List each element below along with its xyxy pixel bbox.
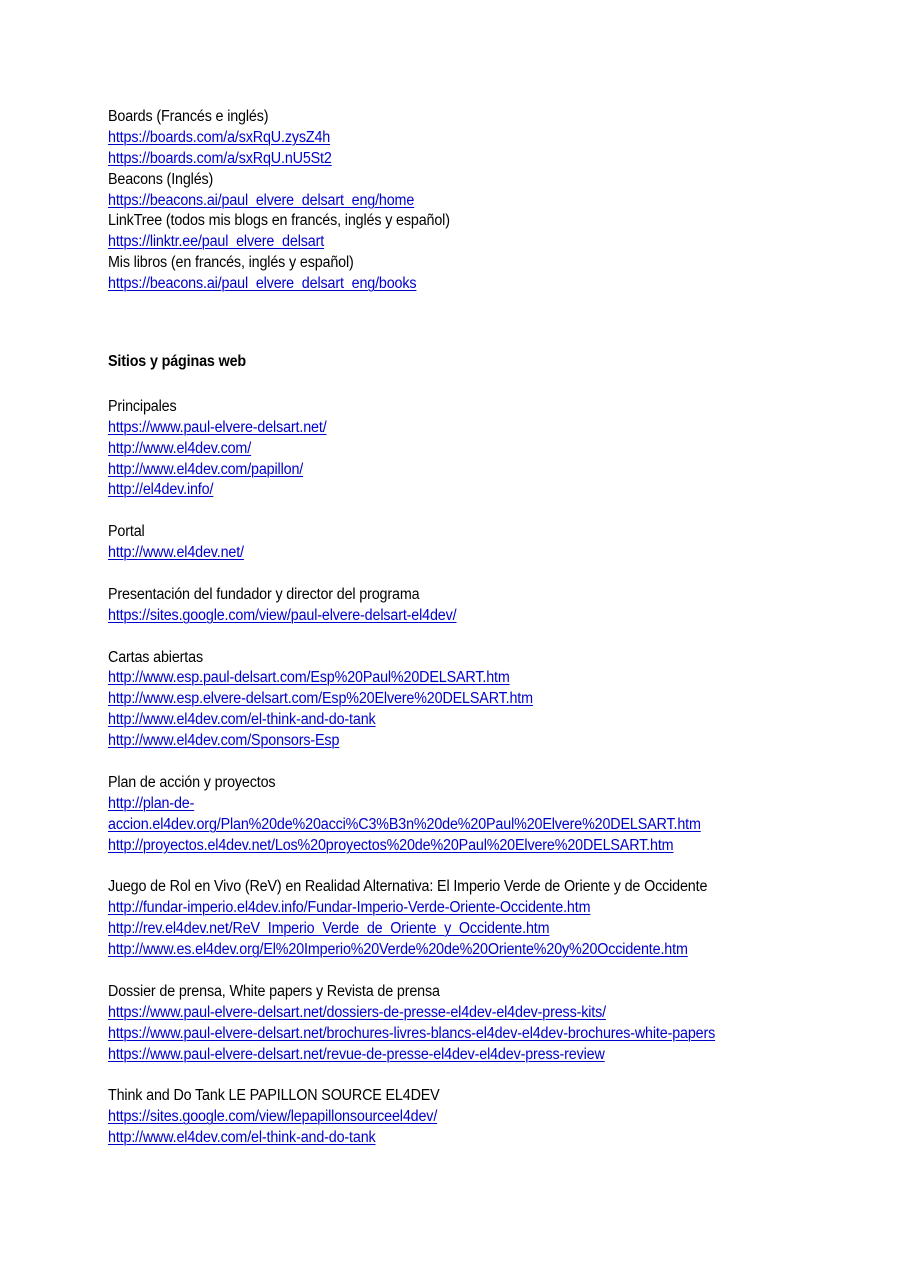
juego-link-2[interactable]: http://rev.el4dev.net/ReV_Imperio_Verde_de_Oriente_y_Occidente.htm bbox=[108, 920, 550, 938]
spacer bbox=[108, 1065, 878, 1086]
linktree-label: LinkTree (todos mis blogs en francés, inglés y español) bbox=[108, 212, 450, 230]
beacons-label: Beacons (Inglés) bbox=[108, 170, 214, 188]
juego-label: Juego de Rol en Vivo (ReV) en Realidad Alternativa: El Imperio Verde de Oriente y de Occidente bbox=[108, 878, 708, 896]
spacer bbox=[108, 564, 878, 585]
spacer bbox=[108, 961, 878, 982]
dossier-label: Dossier de prensa, White papers y Revista de prensa bbox=[108, 982, 440, 1000]
principales-link-2[interactable]: http://www.el4dev.com/ bbox=[108, 439, 252, 457]
books-link[interactable]: https://beacons.ai/paul_elvere_delsart_eng/books bbox=[108, 275, 417, 293]
think-label: Think and Do Tank LE PAPILLON SOURCE EL4DEV bbox=[108, 1087, 440, 1105]
spacer bbox=[108, 295, 878, 352]
plan-label: Plan de acción y proyectos bbox=[108, 773, 276, 791]
cartas-link-1[interactable]: http://www.esp.paul-delsart.com/Esp%20Paul%20DELSART.htm bbox=[108, 669, 510, 687]
proyectos-link[interactable]: http://proyectos.el4dev.net/Los%20proyectos%20de%20Paul%20Elvere%20DELSART.htm bbox=[108, 836, 674, 854]
cartas-link-4[interactable]: http://www.el4dev.com/Sponsors-Esp bbox=[108, 732, 340, 750]
juego-link-1[interactable]: http://fundar-imperio.el4dev.info/Fundar-Imperio-Verde-Oriente-Occidente.htm bbox=[108, 899, 591, 917]
principales-link-1[interactable]: https://www.paul-elvere-delsart.net/ bbox=[108, 418, 327, 436]
section-heading-wrapper bbox=[108, 352, 878, 373]
dossier-link-3[interactable]: https://www.paul-elvere-delsart.net/revue-de-presse-el4dev-el4dev-press-review bbox=[108, 1045, 605, 1063]
boards-link-1[interactable]: https://boards.com/a/sxRqU.zysZ4h bbox=[108, 128, 331, 146]
spacer bbox=[108, 501, 878, 522]
beacons-link[interactable]: https://beacons.ai/paul_elvere_delsart_eng/home bbox=[108, 191, 415, 209]
juego-link-3[interactable]: http://www.es.el4dev.org/El%20Imperio%20Verde%20de%20Oriente%20y%20Occidente.htm bbox=[108, 941, 688, 959]
plan-link-part-2[interactable]: accion.el4dev.org/Plan%20de%20acci%C3%B3n%20de%20Paul%20Elvere%20DELSART.htm bbox=[108, 815, 701, 833]
spacer bbox=[108, 752, 878, 773]
presentacion-label: Presentación del fundador y director del programa bbox=[108, 585, 420, 603]
cartas-link-2[interactable]: http://www.esp.elvere-delsart.com/Esp%20Elvere%20DELSART.htm bbox=[108, 690, 533, 708]
presentacion-link[interactable]: https://sites.google.com/view/paul-elvere-delsart-el4dev/ bbox=[108, 606, 457, 624]
portal-label: Portal bbox=[108, 523, 145, 541]
boards-link-2[interactable]: https://boards.com/a/sxRqU.nU5St2 bbox=[108, 149, 332, 167]
plan-link-part-1[interactable]: http://plan-de- bbox=[108, 794, 195, 812]
cartas-link-3[interactable]: http://www.el4dev.com/el-think-and-do-tank bbox=[108, 711, 376, 729]
think-link-1[interactable]: https://sites.google.com/view/lepapillonsourceel4dev/ bbox=[108, 1108, 438, 1126]
section-heading: Sitios y páginas web bbox=[108, 353, 247, 371]
portal-link[interactable]: http://www.el4dev.net/ bbox=[108, 544, 244, 562]
principales-link-3[interactable]: http://www.el4dev.com/papillon/ bbox=[108, 460, 304, 478]
principales-label: Principales bbox=[108, 397, 177, 415]
cartas-label: Cartas abiertas bbox=[108, 648, 203, 666]
linktree-link[interactable]: https://linktr.ee/paul_elvere_delsart bbox=[108, 233, 325, 251]
books-label: Mis libros (en francés, inglés y español) bbox=[108, 254, 354, 272]
spacer bbox=[108, 857, 878, 878]
spacer bbox=[108, 627, 878, 648]
document-page bbox=[108, 107, 878, 1149]
dossier-link-2[interactable]: https://www.paul-elvere-delsart.net/brochures-livres-blancs-el4dev-el4dev-brochures-white-papers bbox=[108, 1024, 716, 1042]
boards-label: Boards (Francés e inglés) bbox=[108, 108, 269, 125]
think-link-2[interactable]: http://www.el4dev.com/el-think-and-do-tank bbox=[108, 1129, 376, 1147]
dossier-link-1[interactable]: https://www.paul-elvere-delsart.net/dossiers-de-presse-el4dev-el4dev-press-kits/ bbox=[108, 1003, 606, 1021]
principales-link-4[interactable]: http://el4dev.info/ bbox=[108, 481, 214, 499]
